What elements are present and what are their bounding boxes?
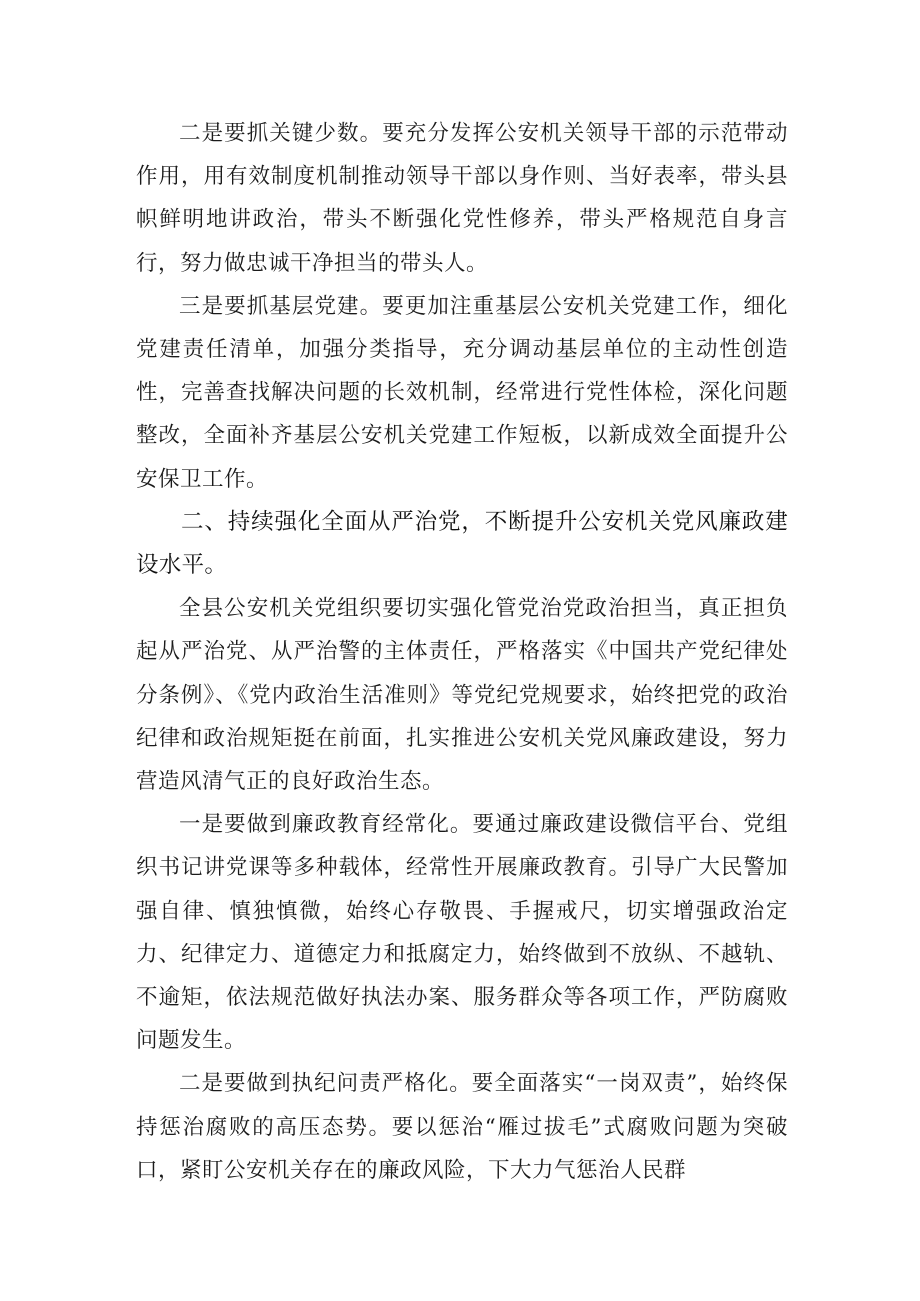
paragraph-key-minority: 二是要抓关键少数。要充分发挥公安机关领导干部的示范带动作用，用有效制度机制推动领导干部以身作则、当好表率，带头县帜鲜明地讲政治，带头不断强化党性修养，带头严格规范自身言行，努力做忠诚干净担当的带头人。 [136, 121, 788, 276]
document-body [136, 112, 788, 1192]
paragraph-integrity-education: 一是要做到廉政教育经常化。要通过廉政建设微信平台、党组织书记讲党课等多种载体，经常性开展廉政教育。引导广大民警加强自律、慎独慎微，始终心存敬畏、手握戒尺，切实增强政治定力、纪律定力、道德定力和抵腐定力，始终做到不放纵、不越轨、不逾矩，依法规范做好执法办案、服务群众等各项工作，严防腐败问题发生。 [136, 812, 788, 1054]
section-heading: 二、持续强化全面从严治党，不断提升公安机关党风廉政建设水平。 [136, 508, 788, 579]
paragraph-party-organization-duty: 全县公安机关党组织要切实强化管党治党政治担当，真正担负起从严治党、从严治警的主体责任，严格落实《中国共产党纪律处分条例》、《党内政治生活准则》等党纪党规要求，始终把党的政治纪律和政治规矩挺在前面，扎实推进公安机关党风廉政建设，努力营造风清气正的良好政治生态。 [136, 596, 788, 795]
paragraph-grassroots-party-building: 三是要抓基层党建。要更加注重基层公安机关党建工作，细化党建责任清单，加强分类指导，充分调动基层单位的主动性创造性，完善查找解决问题的长效机制，经常进行党性体检，深化问题整改，全面补齐基层公安机关党建工作短板，以新成效全面提升公安保卫工作。 [136, 293, 788, 492]
paragraph-accountability: 二是要做到执纪问责严格化。要全面落实“一岗双责”，始终保持惩治腐败的高压态势。要以惩治“雁过拔毛”式腐败问题为突破口，紧盯公安机关存在的廉政风险，下大力气惩治人民群 [136, 1071, 788, 1183]
